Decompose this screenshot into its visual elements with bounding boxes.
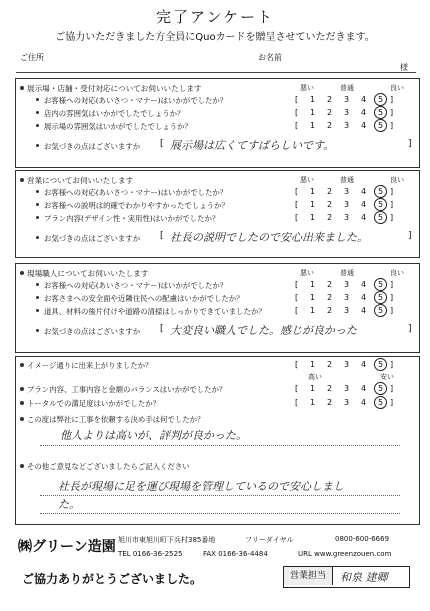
rating-header: 普通: [340, 269, 354, 277]
rating-bracket-close: ]: [390, 108, 394, 117]
sales-label: 営業担当: [284, 567, 333, 585]
tel-number: TEL 0166-36-2525: [118, 550, 183, 558]
rating-bracket-close: ]: [390, 95, 394, 104]
rating-option[interactable]: 3: [343, 95, 350, 104]
section-bullet: [20, 417, 24, 421]
rating-bracket-close: ]: [390, 187, 394, 196]
rating-option[interactable]: 3: [343, 398, 350, 407]
section-bullet: [20, 178, 24, 182]
rating-option[interactable]: 1: [309, 398, 316, 407]
rating-option[interactable]: 5: [377, 384, 384, 393]
item-bullet: [36, 144, 39, 147]
name-suffix: 様: [400, 63, 408, 72]
rating-bracket-open: [: [295, 213, 299, 222]
handwritten-comment[interactable]: 大変良い職人でした。感じが良かった: [170, 324, 357, 337]
comment-bracket-open: [: [160, 231, 164, 241]
selected-rating-circle: [374, 198, 387, 211]
rating-bracket-open: [: [295, 121, 299, 130]
rating-bracket-close: ]: [390, 293, 394, 302]
question-text: お客様への対応(あいさつ・マナー)はいかがでしたか？: [44, 96, 228, 105]
selected-rating-circle: [374, 93, 387, 106]
rating-header: 良い: [390, 269, 404, 277]
rating-header: 普通: [340, 176, 354, 184]
company-address: 旭川市東旭川町下兵村385番地: [118, 536, 216, 544]
rating-option[interactable]: 2: [326, 187, 333, 196]
question-text: プラン内容(デザイン性・実用性)はいかがでしたか？: [44, 214, 220, 223]
rating-bracket-close: ]: [390, 280, 394, 289]
rating-header-low: 安い: [380, 373, 394, 381]
comment-bracket-open: [: [160, 324, 164, 334]
rating-option[interactable]: 2: [326, 384, 333, 393]
selected-rating-circle: [374, 185, 387, 198]
freedial-label: フリーダイヤル: [245, 536, 294, 544]
selected-rating-circle: [374, 396, 387, 409]
rating-bracket-open: [: [295, 200, 299, 209]
section-bullet: [20, 387, 24, 391]
rating-bracket-open: [: [295, 187, 299, 196]
rating-header: 良い: [390, 176, 404, 184]
rating-option[interactable]: 3: [343, 121, 350, 130]
item-bullet: [36, 236, 39, 239]
selected-rating-circle: [374, 304, 387, 317]
item-bullet: [36, 190, 39, 193]
section-heading: 営業についてお伺いいたします: [27, 176, 134, 185]
rating-option[interactable]: 3: [343, 293, 350, 302]
comment-label: お気づきの点はございますか: [44, 142, 141, 151]
rating-option[interactable]: 1: [309, 280, 316, 289]
rating-bracket-open: [: [295, 95, 299, 104]
rating-header-high: 高い: [308, 373, 322, 381]
rating-option[interactable]: 2: [326, 398, 333, 407]
selected-rating-circle: [374, 106, 387, 119]
answer-line: [40, 445, 400, 446]
rating-option[interactable]: 3: [343, 108, 350, 117]
rating-option[interactable]: 2: [326, 95, 333, 104]
rating-option[interactable]: 1: [309, 360, 316, 369]
item-bullet: [36, 111, 39, 114]
rating-option[interactable]: 5: [377, 213, 384, 222]
freedial-number: 0800-600-6669: [335, 535, 390, 543]
rating-option[interactable]: 2: [326, 306, 333, 315]
rating-option[interactable]: 3: [343, 187, 350, 196]
rating-option[interactable]: 4: [360, 280, 367, 289]
section-bullet: [20, 86, 24, 90]
rating-option[interactable]: 5: [377, 360, 384, 369]
item-bullet: [36, 203, 39, 206]
handwritten-comment[interactable]: 社長の説明でしたので安心出来ました。: [170, 231, 368, 244]
question-text: プラン内容、工事内容と金額のバランスはいかがでしたか？: [27, 385, 227, 394]
answer-line: [40, 495, 400, 496]
item-bullet: [36, 296, 39, 299]
rating-option[interactable]: 4: [360, 360, 367, 369]
comment-bracket-close: ]: [408, 139, 412, 149]
rating-bracket-close: ]: [390, 306, 394, 315]
rating-option[interactable]: 4: [360, 121, 367, 130]
rating-option[interactable]: 5: [377, 200, 384, 209]
item-bullet: [36, 98, 39, 101]
rating-option[interactable]: 1: [309, 121, 316, 130]
rating-option[interactable]: 5: [377, 121, 384, 130]
question-text: お客様への対応(あいさつ・マナー)はいかがでしたか？: [44, 188, 228, 197]
section-bullet: [20, 363, 24, 367]
rating-bracket-open: [: [295, 108, 299, 117]
rating-option[interactable]: 4: [360, 306, 367, 315]
rating-option[interactable]: 5: [377, 306, 384, 315]
rating-option[interactable]: 2: [326, 293, 333, 302]
rating-option[interactable]: 1: [309, 108, 316, 117]
selected-rating-circle: [374, 358, 387, 371]
page-subtitle: ご協力いただきました方全員にQuoカードを贈呈させていただきます。: [55, 32, 375, 43]
comment-bracket-close: ]: [408, 231, 412, 241]
question-text: お客様への説明は的確でわかりやすかったでしょうか？: [44, 201, 229, 210]
rating-bracket-close: ]: [390, 121, 394, 130]
rating-option[interactable]: 1: [309, 213, 316, 222]
rating-option[interactable]: 3: [343, 213, 350, 222]
selected-rating-circle: [374, 119, 387, 132]
rating-option[interactable]: 2: [326, 280, 333, 289]
rating-header: 悪い: [300, 84, 314, 92]
rating-option[interactable]: 1: [309, 306, 316, 315]
rating-bracket-open: [: [295, 384, 299, 393]
selected-rating-circle: [374, 278, 387, 291]
rating-bracket-open: [: [295, 306, 299, 315]
section-heading: 展示場・店舗・受付対応についてお伺いいたします: [27, 84, 202, 93]
rating-option[interactable]: 5: [377, 280, 384, 289]
item-bullet: [36, 309, 39, 312]
rating-option[interactable]: 4: [360, 200, 367, 209]
sales-stamp: [283, 566, 410, 588]
rating-option[interactable]: 3: [343, 360, 350, 369]
rating-option[interactable]: 1: [309, 95, 316, 104]
rating-option[interactable]: 3: [343, 306, 350, 315]
answer-line: [40, 513, 400, 514]
rating-header: 普通: [340, 84, 354, 92]
page-title: 完了アンケート: [155, 8, 275, 26]
rating-bracket-open: [: [295, 293, 299, 302]
rating-option[interactable]: 2: [326, 108, 333, 117]
section-bullet: [20, 271, 24, 275]
rating-option[interactable]: 5: [377, 398, 384, 407]
rating-option[interactable]: 3: [343, 280, 350, 289]
fax-number: FAX 0166-36-4484: [203, 550, 268, 558]
question-text: その他ご意見などございましたらご記入ください: [27, 462, 190, 471]
rating-option[interactable]: 3: [343, 384, 350, 393]
section-bullet: [20, 401, 24, 405]
question-text: イメージ通りに出来上がりましたか？: [27, 361, 153, 370]
selected-rating-circle: [374, 291, 387, 304]
company-logo: ㈱グリーン造園: [18, 539, 116, 555]
address-label: ご住所: [20, 53, 44, 62]
section-heading: 現場職人についてお伺いいたします: [27, 269, 149, 278]
selected-rating-circle: [374, 382, 387, 395]
question-text: 展示場の雰囲気はいかがでしたでしょうか？: [44, 122, 192, 131]
question-text: お客様への対応(あいさつ・マナー)はいかがでしたか？: [44, 281, 228, 290]
handwritten-answer[interactable]: 他人よりは高いが、評判が良かった。: [60, 429, 247, 442]
rating-bracket-open: [: [295, 360, 299, 369]
rating-option[interactable]: 2: [326, 213, 333, 222]
question-text: 道具、材料の後片付けや道路の清掃はしっかりできていましたか？: [44, 307, 266, 316]
rating-option[interactable]: 4: [360, 384, 367, 393]
question-text: お客さまへの安全面や近隣住民への配慮はいかがでしたか？: [44, 294, 244, 303]
comment-label: お気づきの点はございますか: [44, 327, 141, 336]
selected-rating-circle: [374, 211, 387, 224]
rating-option[interactable]: 5: [377, 293, 384, 302]
rating-option[interactable]: 4: [360, 293, 367, 302]
section-bullet: [20, 464, 24, 468]
rating-option[interactable]: 4: [360, 108, 367, 117]
rating-option[interactable]: 1: [309, 384, 316, 393]
rating-bracket-close: ]: [390, 384, 394, 393]
rating-option[interactable]: 5: [377, 95, 384, 104]
sales-name: 和泉 建卿: [340, 571, 388, 584]
rating-bracket-close: ]: [390, 398, 394, 407]
rating-option[interactable]: 1: [309, 187, 316, 196]
rating-option[interactable]: 3: [343, 200, 350, 209]
item-bullet: [36, 216, 39, 219]
rating-option[interactable]: 5: [377, 187, 384, 196]
rating-header: 良い: [390, 84, 404, 92]
rating-option[interactable]: 4: [360, 95, 367, 104]
rating-option[interactable]: 4: [360, 187, 367, 196]
name-label: お名前: [258, 53, 282, 62]
comment-bracket-open: [: [160, 139, 164, 149]
address-line: [16, 72, 416, 73]
rating-option[interactable]: 1: [309, 200, 316, 209]
rating-option[interactable]: 4: [360, 213, 367, 222]
question-text: 店内の雰囲気はいかがでしたでしょうか？: [44, 109, 185, 118]
rating-header: 悪い: [300, 269, 314, 277]
handwritten-comment[interactable]: 展示場は広くてすばらしいです。: [170, 139, 335, 152]
item-bullet: [36, 283, 39, 286]
rating-bracket-open: [: [295, 280, 299, 289]
rating-option[interactable]: 2: [326, 200, 333, 209]
website-url: URL www.greenzouen.com: [298, 550, 392, 558]
rating-option[interactable]: 2: [326, 360, 333, 369]
rating-bracket-close: ]: [390, 200, 394, 209]
question-text: この度は弊社に工事を依頼する決め手は何でしたか？: [27, 415, 205, 424]
rating-header: 悪い: [300, 176, 314, 184]
rating-option[interactable]: 4: [360, 398, 367, 407]
rating-option[interactable]: 1: [309, 293, 316, 302]
rating-option[interactable]: 5: [377, 108, 384, 117]
item-bullet: [36, 329, 39, 332]
rating-bracket-close: ]: [390, 213, 394, 222]
thanks-message: ご協力ありがとうございました。: [22, 572, 203, 586]
item-bullet: [36, 124, 39, 127]
comment-label: お気づきの点はございますか: [44, 234, 141, 243]
rating-bracket-close: ]: [390, 360, 394, 369]
rating-bracket-open: [: [295, 398, 299, 407]
question-text: トータルでの満足度はいかがでしたか？: [27, 399, 161, 408]
rating-option[interactable]: 2: [326, 121, 333, 130]
comment-bracket-close: ]: [408, 324, 412, 334]
handwritten-answer[interactable]: 社長が現場に足を運び現場を管理しているので安心しました。: [58, 480, 344, 511]
